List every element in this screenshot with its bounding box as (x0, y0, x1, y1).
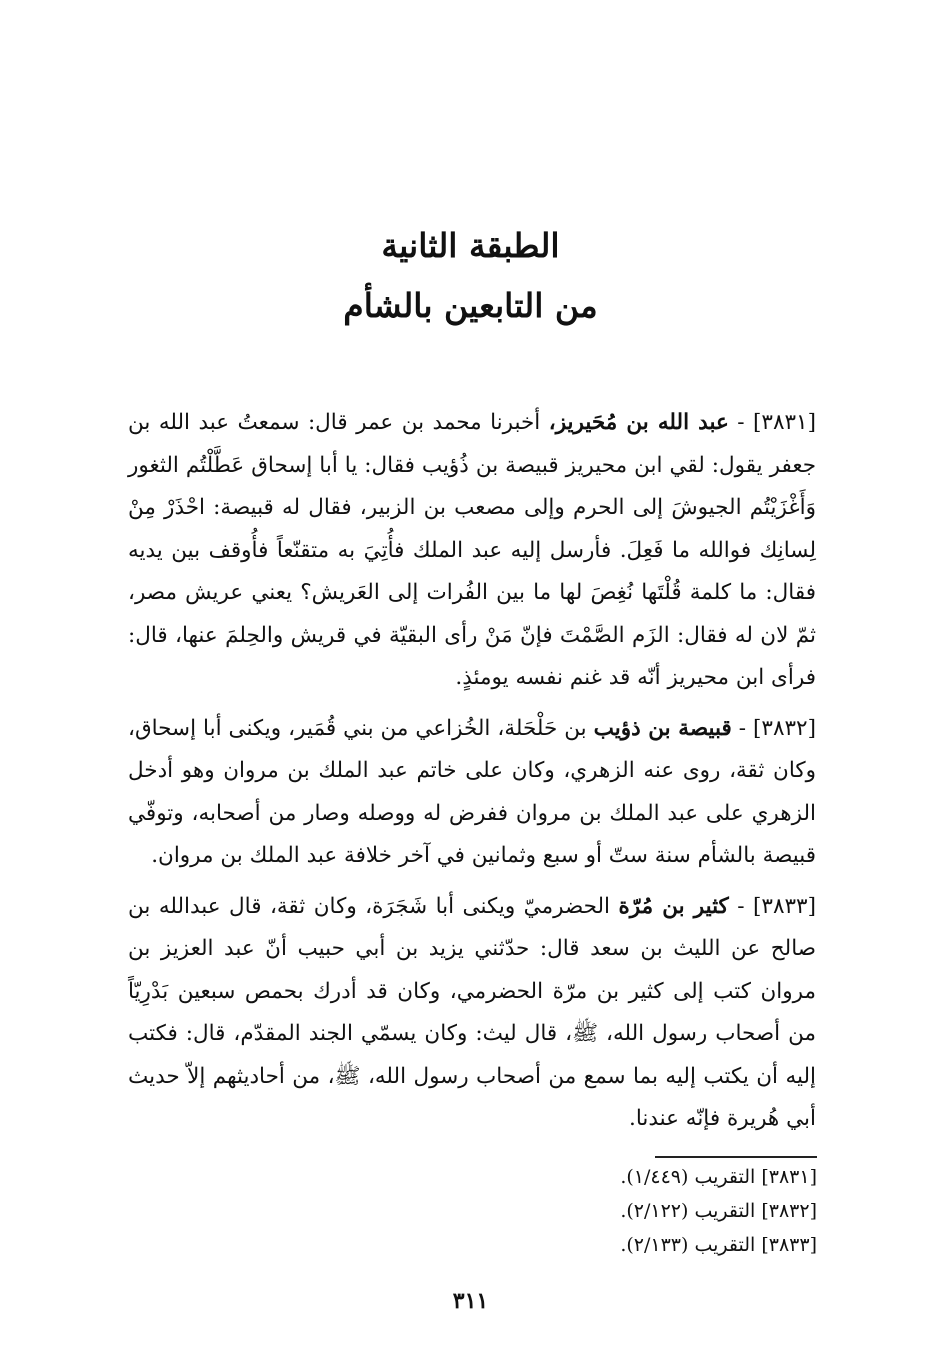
entry-text: أخبرنا محمد بن عمر قال: سمعتُ عبد الله بن جعفر يقول: لقي ابن محيريز قبيصة بن ذُؤيب فقال: يا أبا إسحاق عَطَّلْتُم الثغور وَأَغْزَيْتُم الجيوشَ إلى الحرم وإلى مصعب بن الزبير، فقال له قبيصة: احْذَرْ مِنْ لِسانِك فوالله ما فَعِلَ. فأرسل إليه عبد الملك فأُتِيَ به متقنّعاً فأُوقف بين يديه فقال: ما كلمة قُلْتَها نُغِصَ لها ما بين الفُرات إلى العَريش؟ يعني عريش مصر، ثمّ لان له فقال: الزَم الصَّمْتَ فإنّ مَنْ رأى البقيّة في قريش والحِلمَ عنها، قال: فرأى ابن محيريز أنّه قد غنم نفسه يومئذٍ. (128, 410, 816, 690)
entry-text: الحضرميّ ويكنى أبا شَجَرَة، وكان ثقة، قال عبدالله بن صالح عن الليث بن سعد قال: حدّثني يزيد بن أبي حبيب أنّ عبد العزيز بن مروان كتب إلى كثير بن مرّة الحضرمي، وكان قد أدرك بحمص سبعين بَدْرِيّاً من أصحاب رسول الله، ﷺ، قال ليث: وكان يسمّي الجند المقدّم، قال: فكتب إليه أن يكتب إليه بما سمع من أصحاب رسول الله، ﷺ، من أحاديثهم إلاّ حديث أبي هُريرة فإنّه عندنا. (128, 893, 816, 1131)
footnote-3831: [٣٨٣١] التقريب (١/٤٤٩). (620, 1166, 817, 1188)
footnote-divider (655, 1156, 817, 1158)
entry-name: عبد الله بن مُحَيريز، (548, 410, 729, 435)
entry-name: قبيصة بن ذؤيب (593, 715, 732, 741)
footnote-3832: [٣٨٣٢] التقريب (٢/١٢٢). (620, 1200, 817, 1222)
section-heading-line-1: الطبقة الثانية (381, 226, 560, 265)
biography-entry-3833 (128, 886, 816, 1141)
section-heading-line-2: من التابعين بالشأم (343, 286, 598, 325)
footnote-3833: [٣٨٣٣] التقريب (٢/١٣٣). (620, 1234, 817, 1256)
entry-number: [٣٨٣٣] - (737, 893, 816, 919)
entry-text: بن حَلْحَلة، الخُزاعي من بني قُمَير، ويكنى أبا إسحاق، وكان ثقة، روى عنه الزهري، وكان على خاتم عبد الملك بن مروان وهو أدخل الزهري على عبد الملك بن مروان ففرض له ووصله وصار من أصحابه، وتوفّي قبيصة بالشأم سنة ستّ أو سبع وثمانين في آخر خلافة عبد الملك بن مروان. (128, 715, 816, 868)
main-text (128, 402, 816, 1141)
entry-number: [٣٨٣١] - (737, 410, 816, 435)
footnotes (400, 1160, 817, 1262)
biography-entry-3831 (128, 402, 816, 700)
entry-number: [٣٨٣٢] - (738, 715, 816, 741)
page-number: ٣١١ (452, 1288, 489, 1314)
biography-entry-3832 (128, 708, 816, 878)
entry-name: كثير بن مُرّة (618, 893, 729, 919)
